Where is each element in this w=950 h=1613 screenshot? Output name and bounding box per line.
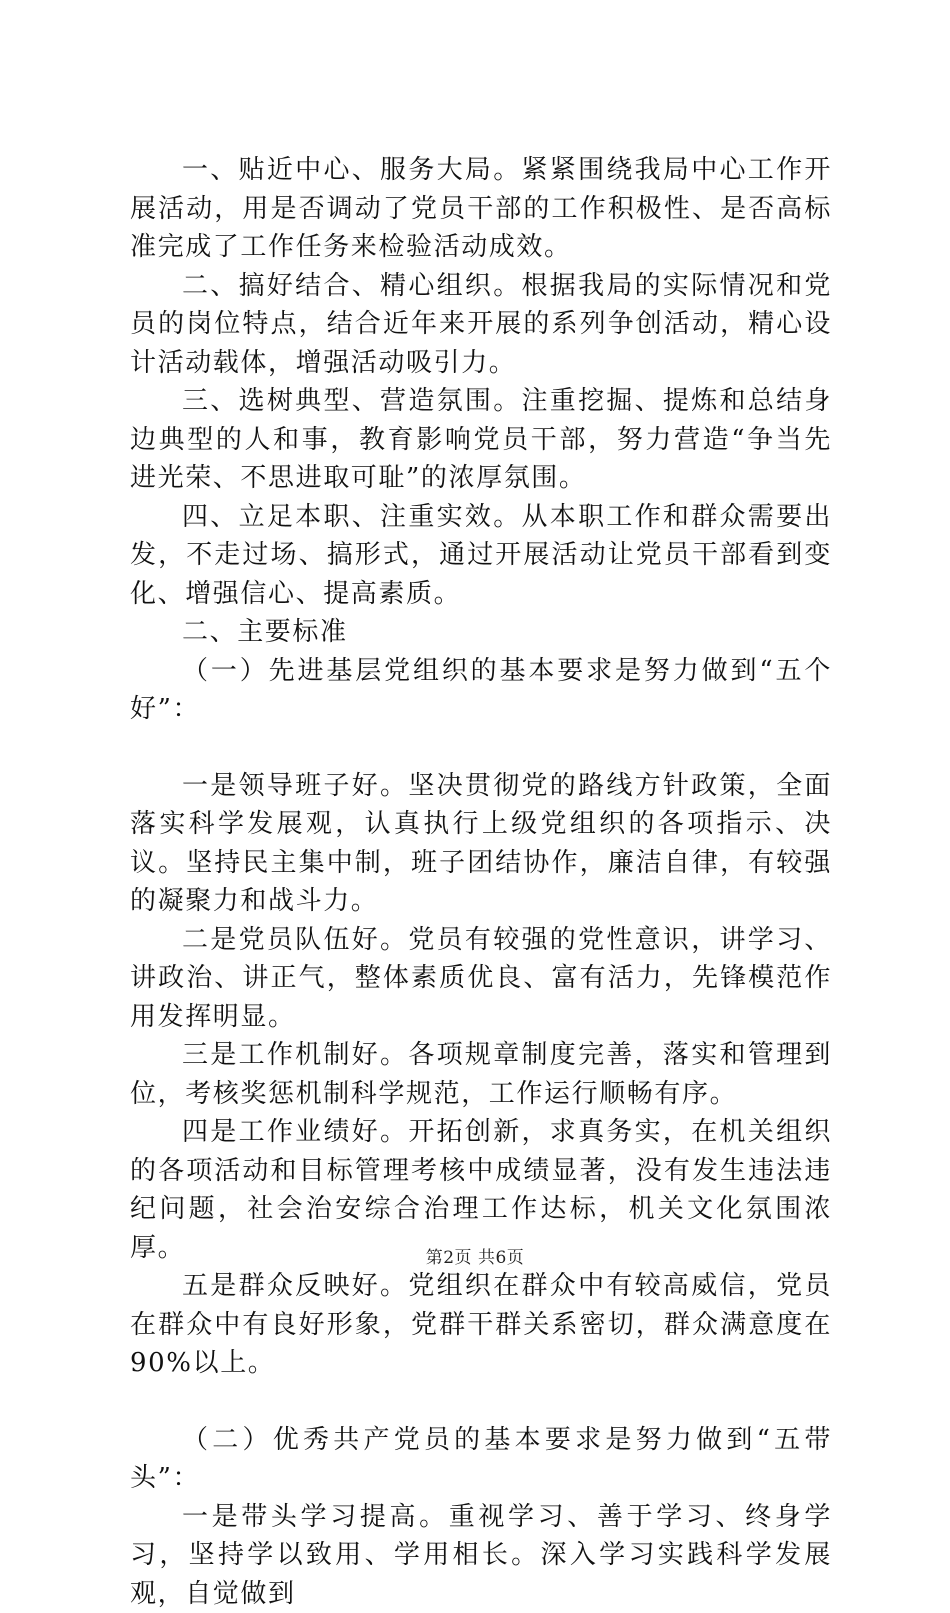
paragraph-lead-learning: 一是带头学习提高。重视学习、善于学习、终身学习，坚持学以致用、学用相长。深入学习实践科学发展观，自觉做到: [130, 1498, 832, 1613]
paragraph-principle-3: 三、选树典型、营造氛围。注重挖掘、提炼和总结身边典型的人和事，教育影响党员干部，努力营造“争当先进光荣、不思进取可耻”的浓厚氛围。: [130, 382, 832, 498]
paragraph-good-performance: 四是工作业绩好。开拓创新，求真务实，在机关组织的各项活动和目标管理考核中成绩显著，没有发生违法违纪问题，社会治安综合治理工作达标，机关文化氛围浓厚。: [130, 1113, 832, 1267]
subsection-heading-five-leads: （二）优秀共产党员的基本要求是努力做到“五带头”：: [130, 1421, 832, 1498]
paragraph-good-mechanism: 三是工作机制好。各项规章制度完善，落实和管理到位，考核奖惩机制科学规范，工作运行顺畅有序。: [130, 1036, 832, 1113]
paragraph-principle-2: 二、搞好结合、精心组织。根据我局的实际情况和党员的岗位特点，结合近年来开展的系列争创活动，精心设计活动载体，增强活动吸引力。: [130, 267, 832, 383]
paragraph-good-feedback: 五是群众反映好。党组织在群众中有较高威信，党员在群众中有良好形象，党群干群关系密切，群众满意度在90%以上。: [130, 1267, 832, 1383]
paragraph-spacer: [130, 729, 832, 767]
paragraph-principle-4: 四、立足本职、注重实效。从本职工作和群众需要出发，不走过场、搞形式，通过开展活动让党员干部看到变化、增强信心、提高素质。: [130, 498, 832, 614]
page-number-footer: 第2页 共6页: [0, 1243, 950, 1268]
paragraph-principle-1: 一、贴近中心、服务大局。紧紧围绕我局中心工作开展活动，用是否调动了党员干部的工作积极性、是否高标准完成了工作任务来检验活动成效。: [130, 151, 832, 267]
paragraph-good-members: 二是党员队伍好。党员有较强的党性意识，讲学习、讲政治、讲正气，整体素质优良、富有活力，先锋模范作用发挥明显。: [130, 921, 832, 1037]
subsection-heading-five-goods: （一）先进基层党组织的基本要求是努力做到“五个好”：: [130, 652, 832, 729]
paragraph-good-leadership: 一是领导班子好。坚决贯彻党的路线方针政策，全面落实科学发展观，认真执行上级党组织的各项指示、决议。坚持民主集中制，班子团结协作，廉洁自律，有较强的凝聚力和战斗力。: [130, 767, 832, 921]
section-heading-main-standards: 二、主要标准: [130, 613, 832, 652]
document-body: [130, 151, 832, 1613]
paragraph-spacer: [130, 1383, 832, 1421]
